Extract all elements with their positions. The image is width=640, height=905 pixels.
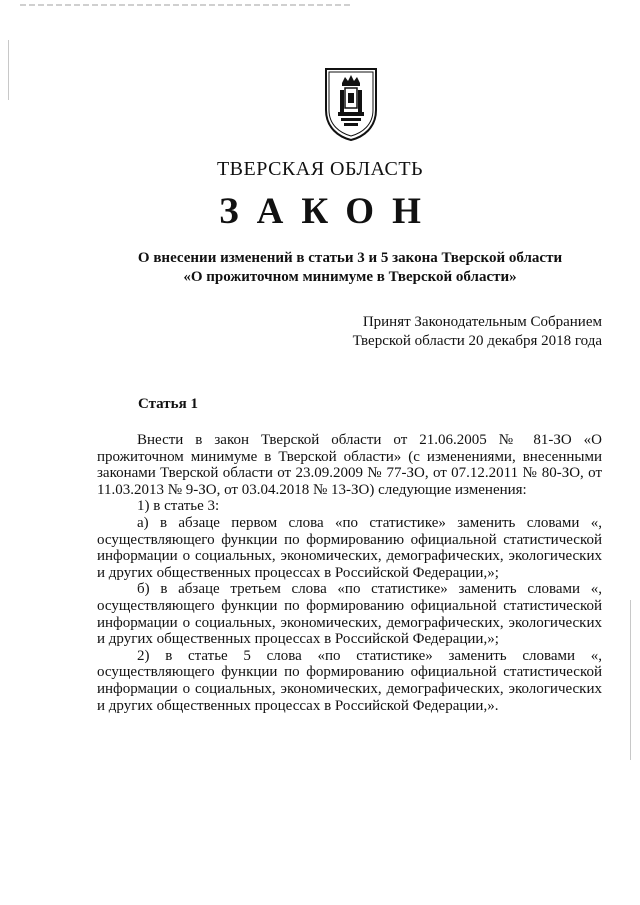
law-title-line-1: О внесении изменений в статьи 3 и 5 закона Тверской области — [137, 250, 563, 266]
region-name: ТВЕРСКАЯ ОБЛАСТЬ — [216, 158, 424, 180]
law-title-line-2: «О прожиточном минимуме в Тверской области» — [183, 269, 517, 285]
law-title — [100, 249, 600, 287]
coat-of-arms-icon — [323, 66, 379, 142]
adoption-line-2: Тверской области 20 декабря 2018 года — [352, 333, 602, 349]
paragraph: Внести в закон Тверской области от 21.06.2005 № 81-ЗО «О прожиточном минимуме в Тверской области» (с изменениями, внесенными законами Тверской области от 23.09.2009 № 77-ЗО, от 07.12.2011 № 80-ЗО, от 11.03.2013 № 9-ЗО, от 03.04.2018 № 13-ЗО) следующие изменения: — [97, 432, 602, 498]
adoption-note — [353, 313, 602, 351]
scan-artifact-top — [20, 4, 350, 6]
adoption-line-1: Принят Законодательным Собранием — [362, 314, 602, 330]
article-body — [97, 432, 602, 714]
paragraph: 1) в статье 3: — [137, 498, 220, 515]
scan-artifact-right — [630, 600, 631, 760]
paragraph: б) в абзаце третьем слова «по статистике» заменить словами «, осуществляющего функции по формированию официальной статистической информации о социальных, экономических, демографических, экологических и других общественных процессах в Российской Федерации,»; — [97, 581, 602, 648]
paragraph: а) в абзаце первом слова «по статистике» заменить словами «, осуществляющего функции по формированию официальной статистической информации о социальных, экономических, демографических, экологических и других общественных процессах в Российской Федерации,»; — [97, 514, 602, 581]
document-type: ЗАКОН — [219, 191, 439, 232]
paragraph: 2) в статье 5 слова «по статистике» заменить словами «, осуществляющего функции по формированию официальной статистической информации о социальных, экономических, демографических, экологических и других общественных процессах в Российской Федерации,». — [97, 647, 602, 714]
scan-artifact-left — [8, 40, 9, 100]
article-heading: Статья 1 — [138, 396, 198, 412]
